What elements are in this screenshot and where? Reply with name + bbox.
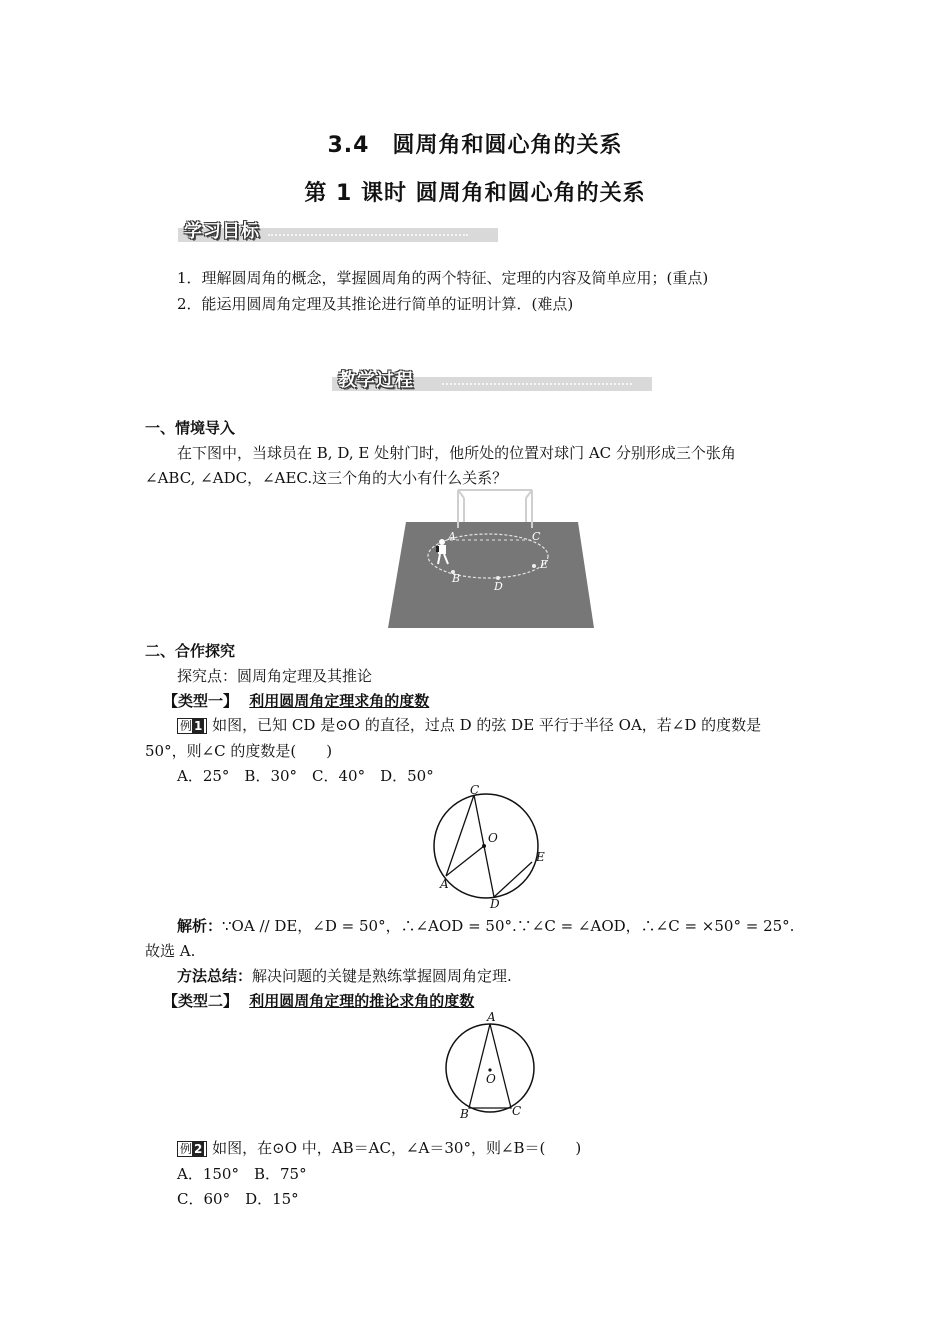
objective-2: 2．能运用圆周角定理及其推论进行简单的证明计算．(难点) [177,295,574,313]
process-banner [332,370,652,391]
chord-ca [446,795,474,876]
example2-options-2: C．60° D．15° [177,1190,299,1208]
example2-text: 如图，在⊙O 中，AB＝AC，∠A＝30°，则∠B＝( ) [212,1139,582,1157]
fig1-label-o: O [488,831,498,845]
banner-dots [268,234,468,238]
fig2-label-c: C [512,1104,522,1118]
label-a: A [448,530,456,543]
example2-badge: 例 2 [177,1141,207,1157]
analysis-line2: 故选 A. [145,942,196,960]
section1-line2: ∠ABC, ∠ADC，∠AEC.这三个角的大小有什么关系？ [145,469,508,487]
type1-title: 利用圆周角定理求角的度数 [249,692,430,710]
fig1-label-c: C [470,784,480,797]
type2-tag: 【类型二】 [163,992,239,1010]
fig1-label-e: E [536,850,545,864]
summary-label: 方法总结： [177,967,253,985]
example1-text: 如图，已知 CD 是⊙O 的直径，过点 D 的弦 DE 平行于半径 OA，若∠D 的度数是 [212,716,762,734]
example2-options-1: A．150° B．75° [177,1165,307,1183]
type2-heading [163,991,474,1011]
type1-tag: 【类型一】 [163,692,239,710]
analysis-text: ∵OA // DE，∠D = 50°，∴∠AOD = 50°.∵∠C = ∠AOD，∴∠C = ×50° = 25°. [222,917,795,935]
section2-heading: 二、合作探究 [145,642,236,660]
fig2-label-b: B [460,1107,469,1121]
objectives-banner-label: 学习目标 [184,221,260,242]
fig2-label-o: O [486,1072,496,1086]
process-banner-label: 教学过程 [338,370,414,391]
triangle-abc [469,1024,511,1108]
label-d: D [494,580,503,593]
type1-heading [163,691,429,711]
fig2-label-a: A [487,1010,496,1024]
circle-figure-1 [430,784,560,910]
section1-line1: 在下图中，当球员在 B, D, E 处射门时，他所处的位置对球门 AC 分别形成三个张角 [177,444,736,462]
example1-line2: 50°，则∠C 的度数是( ) [145,742,333,760]
example1-badge: 例 1 [177,718,207,734]
objectives-banner [178,221,498,242]
circle-figure-2 [440,1008,540,1122]
soccer-field-figure [388,486,594,628]
fig1-label-a: A [440,877,449,891]
objective-1: 1．理解圆周角的概念，掌握圆周角的两个特征、定理的内容及简单应用；(重点) [177,269,709,287]
section1-heading: 一、情境导入 [145,419,236,437]
summary [177,966,512,986]
example1-options: A．25° B．30° C．40° D．50° [177,767,434,785]
label-b: B [452,572,461,585]
example1-line1 [177,715,761,735]
analysis-line1 [177,916,794,936]
section2-topic: 探究点：圆周角定理及其推论 [177,667,373,685]
field-ground [388,522,594,628]
analysis-label: 解析： [177,917,223,935]
summary-text: 解决问题的关键是熟练掌握圆周角定理. [252,967,512,985]
page-subtitle: 第 1 课时 圆周角和圆心角的关系 [304,181,646,206]
example2-line [177,1138,581,1158]
label-c: C [532,530,541,543]
banner-dots [442,383,632,387]
fig1-label-d: D [490,897,500,910]
label-e: E [540,558,549,571]
page-title: 3.4 圆周角和圆心角的关系 [327,133,623,158]
type2-title: 利用圆周角定理的推论求角的度数 [249,992,475,1010]
